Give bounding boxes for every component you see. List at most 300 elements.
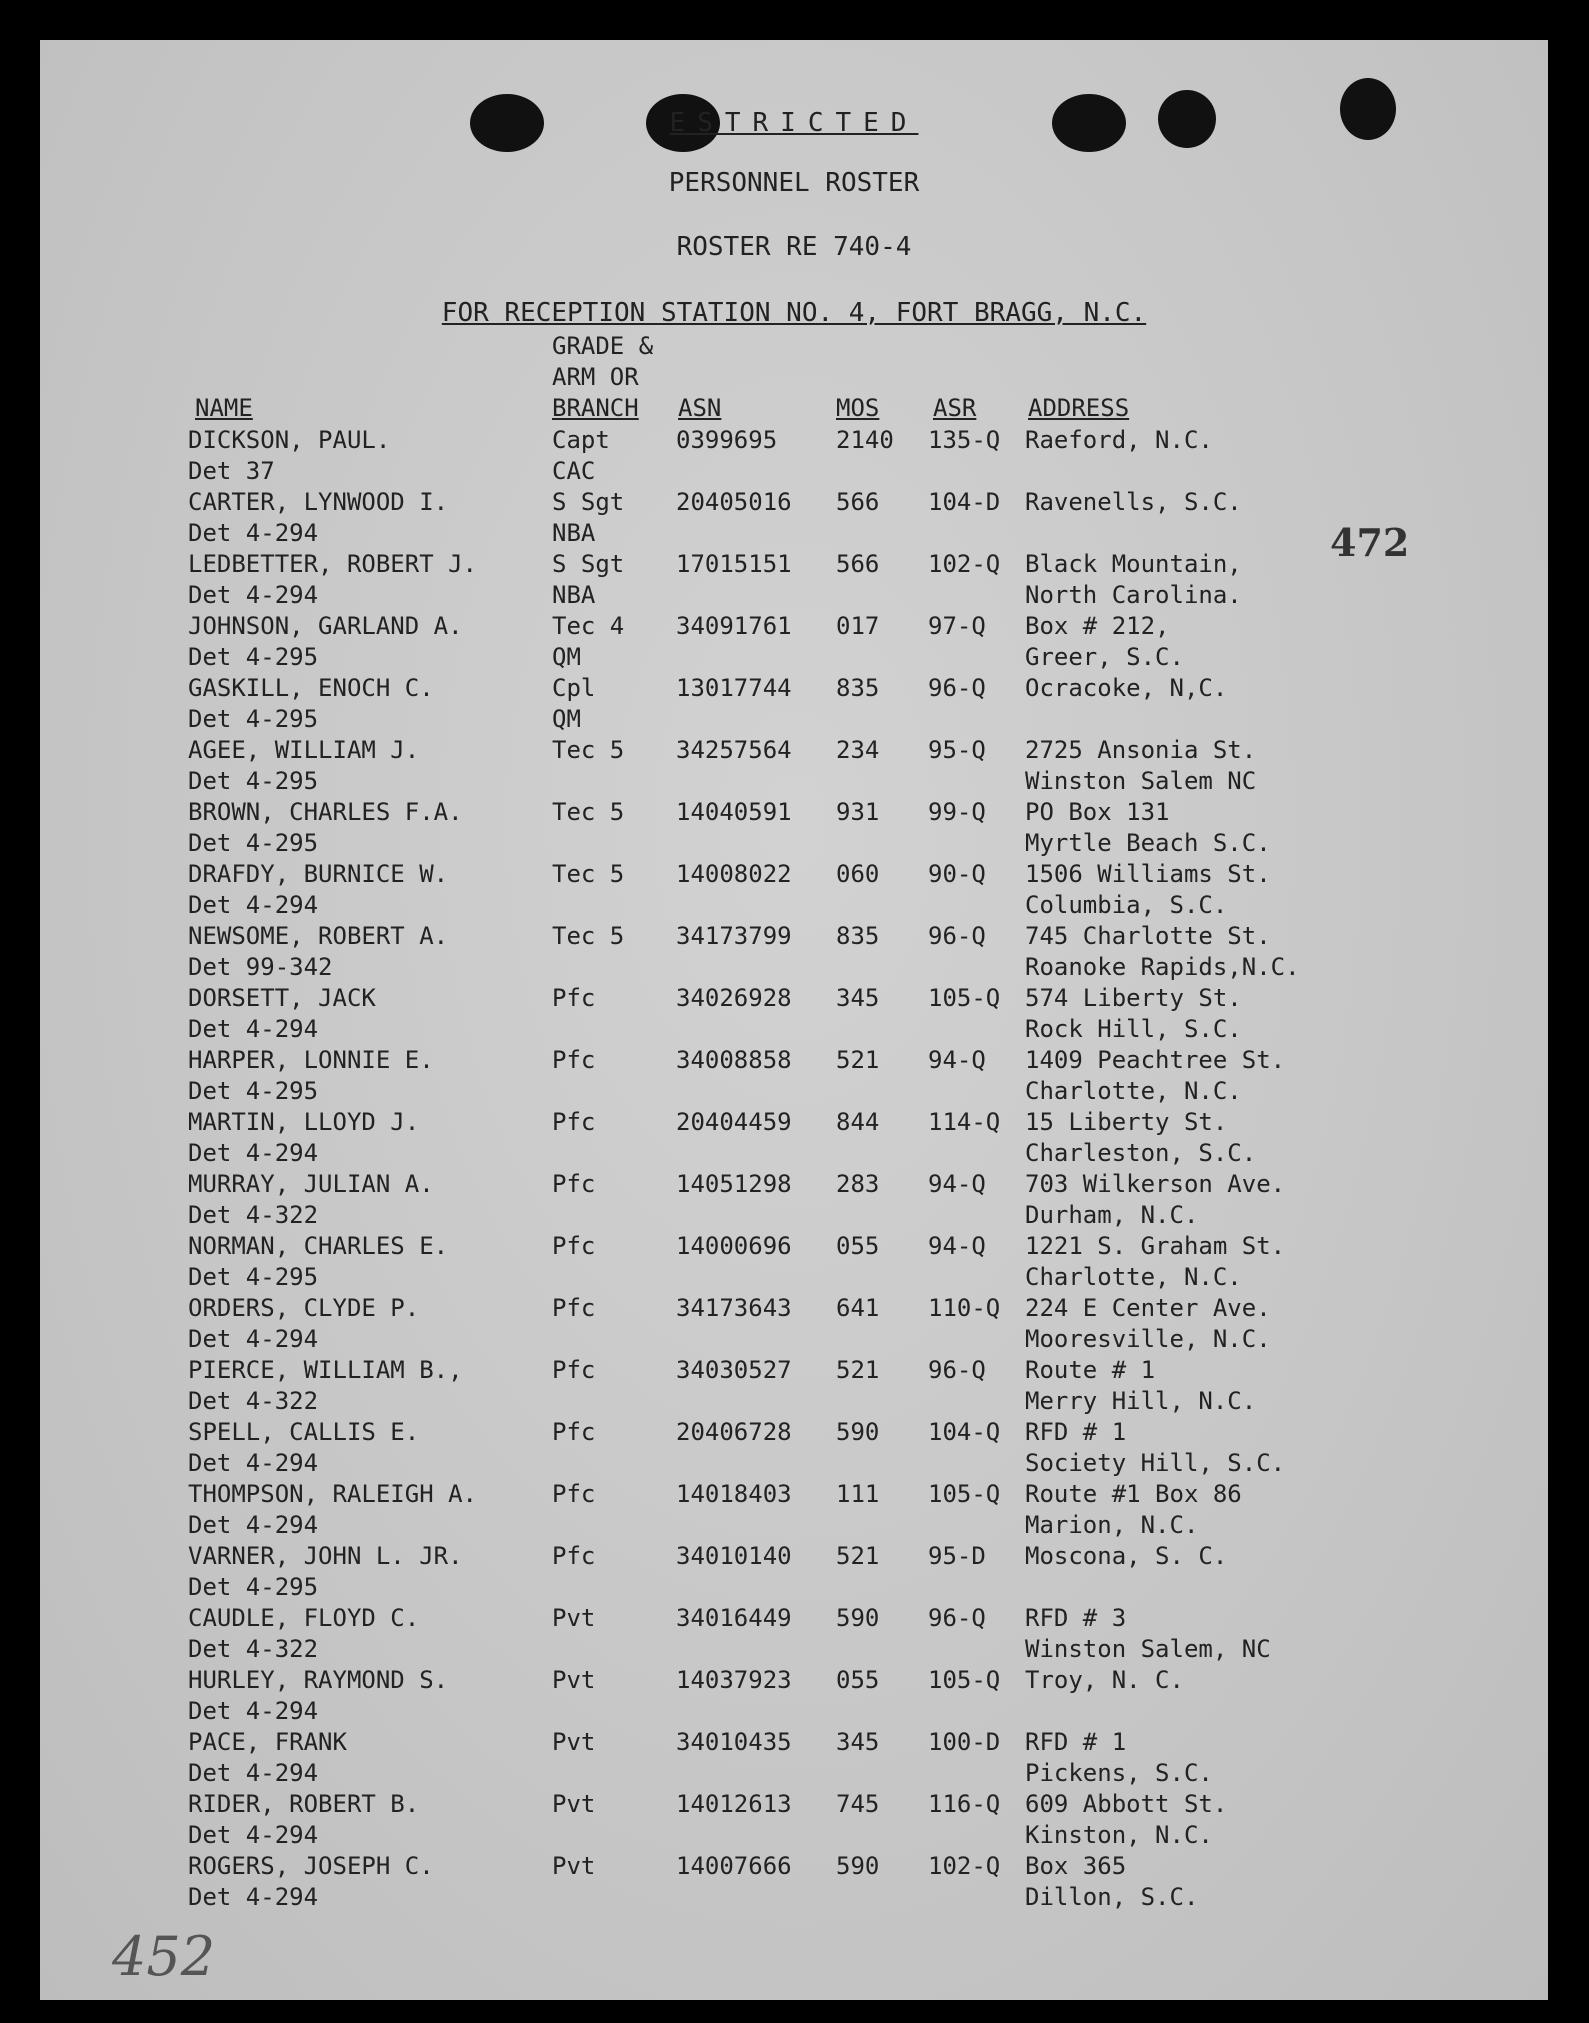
mos-value-line: 590 [836,1604,880,1632]
asn-value [676,1231,792,1262]
grade-branch [552,1541,595,1572]
address-value-line: Ocracoke, N,C. [1025,674,1228,702]
address-value-line: Raeford, N.C. [1025,426,1213,454]
asr-value-line: 100-D [928,1728,1001,1756]
table-row [40,1851,1548,1913]
asn-value-line: 34173799 [676,922,792,950]
address-value-line2: Merry Hill, N.C. [1025,1387,1257,1415]
asn-value-line: 34257564 [676,736,792,764]
asn-value-line: 34026928 [676,984,792,1012]
asn-value-line: 20404459 [676,1108,792,1136]
mos-value [836,1603,879,1634]
address-value-line: RFD # 1 [1025,1418,1127,1446]
soldier-name-line: GASKILL, ENOCH C. [188,674,434,702]
address-value-line2: Mooresville, N.C. [1025,1325,1271,1353]
soldier-name-line2: Det 4-295 [188,1573,319,1601]
asn-value-line: 20405016 [676,488,792,516]
asr-value-line: 99-Q [928,798,986,826]
asn-value-line: 13017744 [676,674,792,702]
soldier-name [188,735,419,797]
address-value [1025,1107,1256,1169]
address-value [1025,797,1271,859]
roster-page [40,40,1548,2000]
asr-value [928,1603,986,1634]
soldier-name-line: NEWSOME, ROBERT A. [188,922,449,950]
mos-value-line: 521 [836,1542,880,1570]
grade-branch-line2: NBA [552,519,596,547]
address-value-line2: Winston Salem NC [1025,767,1257,795]
asr-value [928,983,1000,1014]
address-value-line: RFD # 1 [1025,1728,1127,1756]
soldier-name [188,549,477,611]
asn-value-line: 34008858 [676,1046,792,1074]
asr-value-line: 102-Q [928,1852,1001,1880]
table-row [40,921,1548,983]
mos-value [836,921,879,952]
soldier-name-line2: Det 4-294 [188,581,319,609]
address-value [1025,735,1256,797]
grade-branch-line: Pfc [552,1232,596,1260]
table-row [40,549,1548,611]
mos-value [836,1107,879,1138]
grade-branch-line: Tec 5 [552,736,625,764]
mos-value [836,797,879,828]
asr-value [928,797,986,828]
grade-branch [552,1603,595,1634]
soldier-name-line2: Det 4-294 [188,1449,319,1477]
soldier-name-line: LEDBETTER, ROBERT J. [188,550,477,578]
grade-branch-line2: CAC [552,457,596,485]
asn-value-line: 34173643 [676,1294,792,1322]
table-row [40,425,1548,487]
roster-number: ROSTER RE 740-4 [676,232,912,262]
asr-value-line: 96-Q [928,1604,986,1632]
grade-branch [552,983,595,1014]
grade-branch [552,1107,595,1138]
mos-value-line: 111 [836,1480,880,1508]
mos-value-line: 590 [836,1418,880,1446]
address-value [1025,1355,1256,1417]
mos-value [836,549,879,580]
asr-value-line: 104-D [928,488,1001,516]
mos-value [836,1355,879,1386]
asr-value-line: 102-Q [928,550,1001,578]
soldier-name-line2: Det 4-294 [188,1511,319,1539]
grade-branch-line: Pvt [552,1790,596,1818]
soldier-name-line2: Det 4-294 [188,1697,319,1725]
address-value-line: 1221 S. Graham St. [1025,1232,1286,1260]
soldier-name [188,673,434,735]
asn-value [676,487,792,518]
soldier-name-line: ROGERS, JOSEPH C. [188,1852,434,1880]
asn-value [676,1107,792,1138]
classification-stamp: ESTRICTED [669,108,919,138]
grade-branch-line: Cpl [552,674,596,702]
asn-value [676,1727,792,1758]
asn-value [676,1851,792,1882]
soldier-name-line2: Det 4-295 [188,1077,319,1105]
column-header-address: ADDRESS [1028,394,1130,422]
grade-branch-line: Tec 5 [552,922,625,950]
table-row [40,1727,1548,1789]
address-value-line: Black Mountain, [1025,550,1242,578]
soldier-name-line: HARPER, LONNIE E. [188,1046,434,1074]
table-row [40,983,1548,1045]
asn-value-line: 34010435 [676,1728,792,1756]
asn-value-line: 14051298 [676,1170,792,1198]
address-value [1025,1789,1227,1851]
asr-value-line: 97-Q [928,612,986,640]
address-value [1025,983,1242,1045]
soldier-name-line2: Det 4-322 [188,1635,319,1663]
address-value-line: Box # 212, [1025,612,1170,640]
soldier-name-line: SPELL, CALLIS E. [188,1418,420,1446]
asn-value-line: 17015151 [676,550,792,578]
address-value-line2: North Carolina. [1025,581,1242,609]
asn-value [676,1479,792,1510]
address-value [1025,673,1227,704]
column-header-asn: ASN [678,394,722,422]
soldier-name [188,1169,434,1231]
table-row [40,487,1548,549]
asr-value-line: 105-Q [928,984,1001,1012]
soldier-name [188,921,448,983]
mos-value [836,1479,879,1510]
mos-value-line: 566 [836,488,880,516]
mos-value [836,1293,879,1324]
grade-header-line: BRANCH [552,394,639,422]
address-value-line2: Charleston, S.C. [1025,1139,1257,1167]
soldier-name [188,611,463,673]
soldier-name-line: PACE, FRANK [188,1728,347,1756]
address-value [1025,1541,1227,1572]
soldier-name-line2: Det 4-295 [188,767,319,795]
mos-value-line: 835 [836,674,880,702]
grade-branch-line: Pfc [552,1480,596,1508]
mos-value [836,673,879,704]
soldier-name-line: JOHNSON, GARLAND A. [188,612,463,640]
grade-branch [552,1665,595,1696]
grade-branch [552,859,624,890]
grade-branch [552,1727,595,1758]
soldier-name-line2: Det 4-294 [188,891,319,919]
address-value-line2: Durham, N.C. [1025,1201,1199,1229]
grade-branch-line2: QM [552,705,581,733]
mos-value [836,1851,879,1882]
asn-value [676,1293,792,1324]
asr-value-line: 110-Q [928,1294,1001,1322]
asn-value [676,1541,792,1572]
address-value-line: 745 Charlotte St. [1025,922,1271,950]
asn-value [676,1045,792,1076]
address-value-line: 574 Liberty St. [1025,984,1242,1012]
table-row [40,1665,1548,1727]
asr-value-line: 96-Q [928,922,986,950]
soldier-name-line2: Det 4-294 [188,1015,319,1043]
mos-value-line: 055 [836,1666,880,1694]
address-value [1025,1169,1285,1231]
address-value [1025,611,1184,673]
column-header-asr: ASR [933,394,977,422]
asr-value [928,1231,986,1262]
address-value [1025,1231,1285,1293]
soldier-name [188,859,448,921]
column-header-mos: MOS [836,394,880,422]
grade-branch [552,1479,595,1510]
soldier-name-line: MURRAY, JULIAN A. [188,1170,434,1198]
grade-branch [552,735,624,766]
asn-value-line: 14012613 [676,1790,792,1818]
soldier-name-line: VARNER, JOHN L. JR. [188,1542,463,1570]
asn-value [676,425,777,456]
grade-branch [552,1851,595,1882]
address-value [1025,1293,1271,1355]
asr-value [928,1789,1000,1820]
grade-branch [552,921,624,952]
address-value-line: 224 E Center Ave. [1025,1294,1271,1322]
grade-branch-line: Tec 5 [552,798,625,826]
asr-value [928,1107,1000,1138]
mos-value-line: 745 [836,1790,880,1818]
mos-value [836,425,894,456]
grade-branch-line2: NBA [552,581,596,609]
table-row [40,735,1548,797]
soldier-name [188,1355,463,1417]
soldier-name [188,983,376,1045]
asr-value-line: 96-Q [928,674,986,702]
asr-value-line: 90-Q [928,860,986,888]
asr-value-line: 116-Q [928,1790,1001,1818]
grade-branch-line: Pvt [552,1728,596,1756]
address-value-line: RFD # 3 [1025,1604,1127,1632]
asn-value-line: 14037923 [676,1666,792,1694]
mos-value [836,983,879,1014]
table-row [40,859,1548,921]
soldier-name-line: THOMPSON, RALEIGH A. [188,1480,477,1508]
table-row [40,1355,1548,1417]
address-value-line2: Charlotte, N.C. [1025,1263,1242,1291]
asn-value [676,1603,792,1634]
soldier-name [188,1107,419,1169]
roster-table [40,425,1548,1913]
soldier-name-line: DRAFDY, BURNICE W. [188,860,449,888]
mos-value-line: 055 [836,1232,880,1260]
asr-value [928,1417,1000,1448]
grade-branch [552,1231,595,1262]
asr-value [928,735,986,766]
soldier-name [188,425,390,487]
asr-value-line: 135-Q [928,426,1001,454]
mos-value-line: 234 [836,736,880,764]
soldier-name [188,797,463,859]
grade-branch-line: Tec 4 [552,612,625,640]
soldier-name-line2: Det 4-294 [188,1821,319,1849]
grade-branch-line: Pvt [552,1604,596,1632]
soldier-name-line2: Det 4-322 [188,1387,319,1415]
mos-value-line: 2140 [836,426,894,454]
soldier-name-line2: Det 4-295 [188,829,319,857]
asr-value [928,1851,1000,1882]
grade-branch-line: Pfc [552,1170,596,1198]
soldier-name [188,1665,448,1727]
table-row [40,1107,1548,1169]
asn-value [676,673,792,704]
asn-value [676,921,792,952]
grade-branch-line: S Sgt [552,550,625,578]
address-value [1025,1727,1213,1789]
mos-value-line: 345 [836,984,880,1012]
mos-value [836,1789,879,1820]
grade-branch [552,1169,595,1200]
asr-value [928,611,986,642]
document-title: PERSONNEL ROSTER [668,168,920,198]
asr-value-line: 104-Q [928,1418,1001,1446]
asr-value-line: 95-D [928,1542,986,1570]
address-value-line: 609 Abbott St. [1025,1790,1228,1818]
asn-value [676,983,792,1014]
grade-branch-line: Pfc [552,1108,596,1136]
soldier-name [188,1727,347,1789]
soldier-name [188,1603,419,1665]
soldier-name-line2: Det 4-294 [188,1139,319,1167]
address-value [1025,859,1271,921]
grade-branch [552,1355,595,1386]
asn-value-line: 34091761 [676,612,792,640]
grade-branch [552,611,624,673]
address-value-line2: Marion, N.C. [1025,1511,1199,1539]
soldier-name-line: MARTIN, LLOYD J. [188,1108,420,1136]
asn-value-line: 20406728 [676,1418,792,1446]
address-value-line2: Dillon, S.C. [1025,1883,1199,1911]
asn-value-line: 34016449 [676,1604,792,1632]
mos-value-line: 060 [836,860,880,888]
mos-value [836,1665,879,1696]
mos-value-line: 590 [836,1852,880,1880]
address-value-line: Troy, N. C. [1025,1666,1184,1694]
grade-branch-line: Pfc [552,1356,596,1384]
mos-value [836,859,879,890]
asr-value-line: 94-Q [928,1046,986,1074]
grade-branch [552,425,610,487]
soldier-name-line2: Det 37 [188,457,275,485]
column-header-grade [552,331,653,424]
soldier-name-line: CAUDLE, FLOYD C. [188,1604,420,1632]
mos-value-line: 283 [836,1170,880,1198]
soldier-name-line: HURLEY, RAYMOND S. [188,1666,449,1694]
asr-value-line: 105-Q [928,1666,1001,1694]
asr-value [928,1727,1000,1758]
table-row [40,1603,1548,1665]
table-row [40,1169,1548,1231]
mos-value-line: 521 [836,1356,880,1384]
asr-value-line: 95-Q [928,736,986,764]
table-row [40,1479,1548,1541]
asr-value-line: 105-Q [928,1480,1001,1508]
address-value [1025,1045,1285,1107]
asn-value-line: 0399695 [676,426,778,454]
address-value-line2: Columbia, S.C. [1025,891,1228,919]
soldier-name-line2: Det 4-322 [188,1201,319,1229]
mos-value-line: 566 [836,550,880,578]
asr-value [928,1169,986,1200]
grade-branch-line2: QM [552,643,581,671]
soldier-name-line2: Det 4-294 [188,1759,319,1787]
table-row [40,1541,1548,1603]
mos-value [836,735,879,766]
soldier-name [188,1045,434,1107]
table-row [40,1789,1548,1851]
grade-branch [552,1417,595,1448]
asn-value [676,611,792,642]
asr-value-line: 94-Q [928,1232,986,1260]
mos-value-line: 641 [836,1294,880,1322]
asn-value-line: 34010140 [676,1542,792,1570]
address-value-line2: Pickens, S.C. [1025,1759,1213,1787]
grade-header-line: ARM OR [552,363,639,391]
mos-value [836,1045,879,1076]
asn-value-line: 14007666 [676,1852,792,1880]
grade-branch [552,487,624,549]
grade-branch-line: Pfc [552,1418,596,1446]
asr-value [928,921,986,952]
asr-value [928,1479,1000,1510]
grade-branch-line: Pfc [552,1294,596,1322]
grade-branch [552,549,624,611]
soldier-name [188,1541,463,1603]
mos-value [836,1727,879,1758]
grade-branch-line: Pvt [552,1852,596,1880]
address-value [1025,1479,1242,1541]
asn-value [676,1665,792,1696]
soldier-name [188,487,448,549]
asr-value [928,859,986,890]
soldier-name-line2: Det 4-294 [188,1325,319,1353]
address-value-line2: Charlotte, N.C. [1025,1077,1242,1105]
address-value [1025,1603,1271,1665]
address-value-line: Moscona, S. C. [1025,1542,1228,1570]
soldier-name-line2: Det 4-295 [188,643,319,671]
table-row [40,797,1548,859]
soldier-name [188,1789,419,1851]
soldier-name-line2: Det 4-294 [188,519,319,547]
mos-value-line: 017 [836,612,880,640]
grade-branch [552,1293,595,1324]
asr-value [928,1665,1000,1696]
soldier-name-line: DORSETT, JACK [188,984,376,1012]
asn-value [676,1355,792,1386]
address-value-line2: Society Hill, S.C. [1025,1449,1286,1477]
asr-value-line: 96-Q [928,1356,986,1384]
mos-value [836,611,879,642]
address-value-line: Route #1 Box 86 [1025,1480,1242,1508]
column-header-name: NAME [195,394,253,422]
asr-value [928,1541,986,1572]
address-value-line2: Myrtle Beach S.C. [1025,829,1271,857]
address-value-line: 1409 Peachtree St. [1025,1046,1286,1074]
mos-value [836,1541,879,1572]
address-value [1025,549,1242,611]
mos-value-line: 345 [836,1728,880,1756]
soldier-name [188,1851,434,1913]
asr-value [928,549,1000,580]
grade-branch [552,797,624,828]
soldier-name-line: NORMAN, CHARLES E. [188,1232,449,1260]
soldier-name-line2: Det 4-295 [188,1263,319,1291]
address-value-line: PO Box 131 [1025,798,1170,826]
asn-value [676,735,792,766]
asn-value [676,1789,792,1820]
asn-value-line: 14040591 [676,798,792,826]
